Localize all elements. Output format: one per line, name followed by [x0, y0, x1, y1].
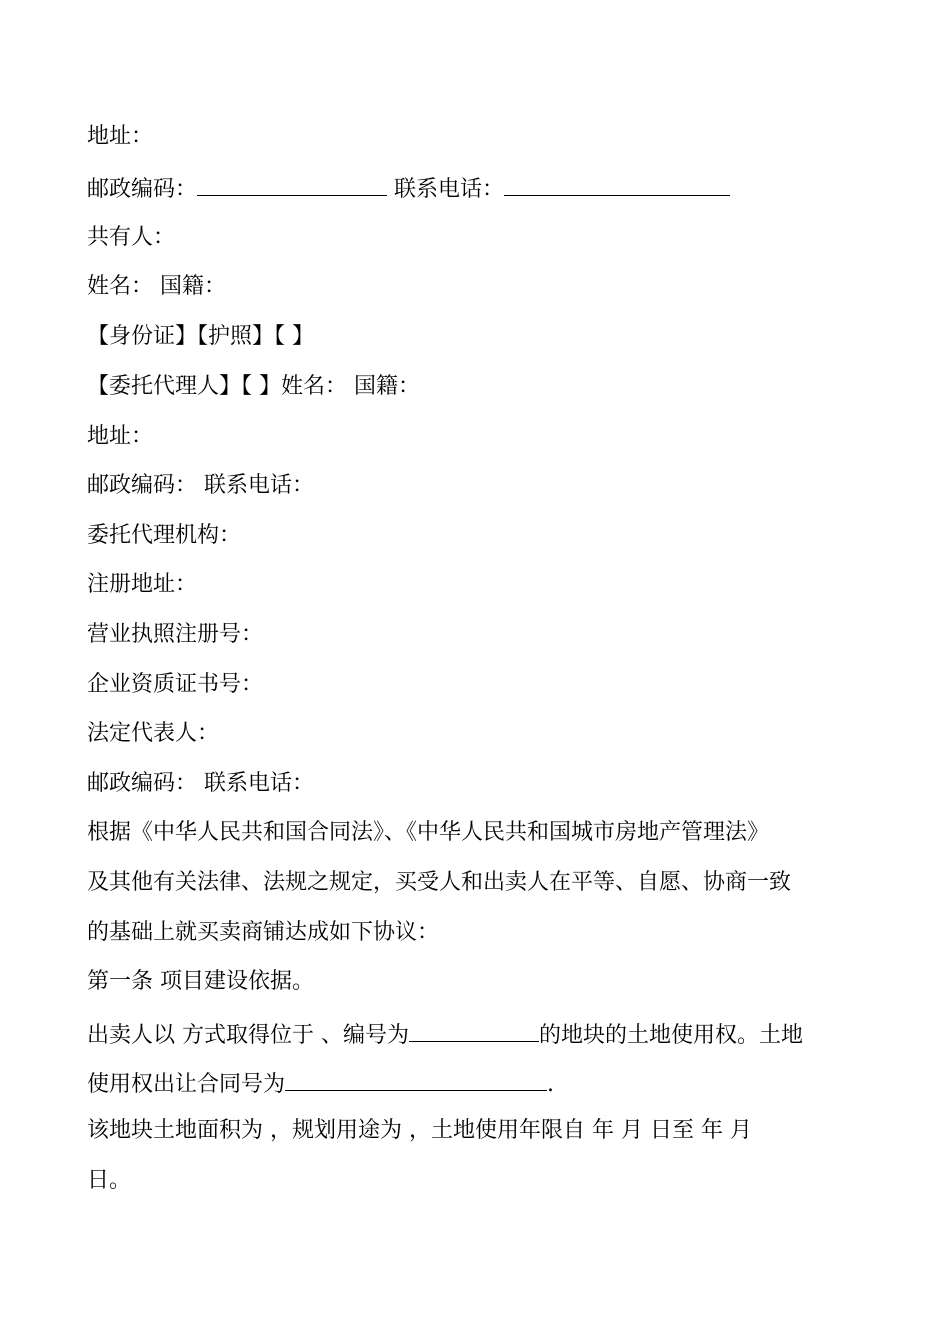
article-one-heading: 第一条 项目建设依据。	[87, 969, 314, 994]
agency-line: 委托代理机构：	[87, 523, 242, 548]
land-source-line	[87, 1019, 867, 1049]
contract-number-label: 使用权出让合同号为	[87, 1072, 286, 1097]
land-use-right-text: 的地块的土地使用权。土地	[539, 1023, 804, 1048]
postcode-blank[interactable]	[197, 173, 387, 196]
postcode-label: 邮政编码：	[87, 177, 198, 202]
postcode-phone-line	[87, 173, 867, 203]
name-nationality-line: 姓名： 国籍：	[87, 274, 226, 299]
contract-number-blank[interactable]	[285, 1068, 547, 1091]
address-line: 地址：	[87, 124, 154, 149]
agent-line: 【委托代理人】【 】姓名： 国籍：	[87, 374, 420, 399]
paragraph-intro-line-2: 及其他有关法律、法规之规定，买受人和出卖人在平等、自愿、协商一致	[87, 870, 792, 895]
id-type-line: 【身份证】【护照】【 】	[87, 324, 314, 349]
contract-number-end: .	[547, 1072, 555, 1097]
phone-blank[interactable]	[504, 173, 730, 196]
registered-address-line: 注册地址：	[87, 572, 198, 597]
contract-number-line	[87, 1068, 867, 1098]
paragraph-intro-line-1: 根据《中华人民共和国合同法》、《中华人民共和国城市房地产管理法》	[87, 820, 770, 845]
land-area-line: 该地块土地面积为 ，规划用途为 ，土地使用年限自 年 月 日至 年 月	[87, 1118, 752, 1143]
co-owner-line: 共有人：	[87, 225, 176, 250]
land-area-line-end: 日。	[87, 1168, 132, 1193]
land-source-text: 出卖人以 方式取得位于 、编号为	[87, 1023, 409, 1048]
agency-postcode-phone-line: 邮政编码： 联系电话：	[87, 771, 314, 796]
paragraph-intro-line-3: 的基础上就买卖商铺达成如下协议：	[87, 920, 440, 945]
agent-postcode-phone-line: 邮政编码： 联系电话：	[87, 473, 314, 498]
qualification-cert-line: 企业资质证书号：	[87, 672, 264, 697]
parcel-number-blank[interactable]	[409, 1019, 539, 1042]
agent-address-line: 地址：	[87, 424, 154, 449]
business-license-line: 营业执照注册号：	[87, 622, 264, 647]
legal-rep-line: 法定代表人：	[87, 721, 220, 746]
phone-label: 联系电话：	[387, 177, 505, 202]
